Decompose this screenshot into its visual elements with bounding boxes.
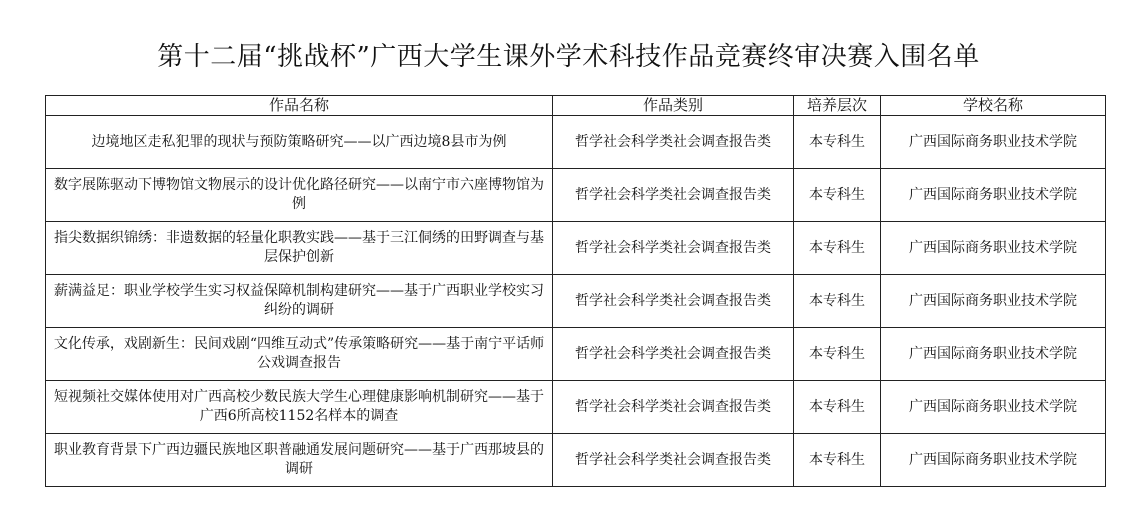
table-row bbox=[46, 169, 1106, 222]
training-level-cell: 本专科生 bbox=[794, 169, 881, 222]
work-category-cell: 哲学社会科学类社会调查报告类 bbox=[553, 434, 794, 487]
school-name-cell: 广西国际商务职业技术学院 bbox=[881, 222, 1106, 275]
training-level-cell: 本专科生 bbox=[794, 328, 881, 381]
work-name-cell: 短视频社交媒体使用对广西高校少数民族大学生心理健康影响机制研究——基于广西6所高校1152名样本的调查 bbox=[46, 381, 553, 434]
header-school-name: 学校名称 bbox=[881, 96, 1106, 116]
training-level-cell: 本专科生 bbox=[794, 275, 881, 328]
training-level-cell: 本专科生 bbox=[794, 116, 881, 169]
table-row bbox=[46, 328, 1106, 381]
table-row bbox=[46, 116, 1106, 169]
training-level-cell: 本专科生 bbox=[794, 434, 881, 487]
training-level-cell: 本专科生 bbox=[794, 222, 881, 275]
school-name-cell: 广西国际商务职业技术学院 bbox=[881, 116, 1106, 169]
school-name-cell: 广西国际商务职业技术学院 bbox=[881, 381, 1106, 434]
work-category-cell: 哲学社会科学类社会调查报告类 bbox=[553, 275, 794, 328]
work-name-cell: 边境地区走私犯罪的现状与预防策略研究——以广西边境8县市为例 bbox=[46, 116, 553, 169]
table-row bbox=[46, 275, 1106, 328]
finalist-table bbox=[45, 95, 1106, 487]
table-row bbox=[46, 222, 1106, 275]
work-name-cell: 指尖数据织锦绣：非遗数据的轻量化职教实践——基于三江侗绣的田野调查与基层保护创新 bbox=[46, 222, 553, 275]
school-name-cell: 广西国际商务职业技术学院 bbox=[881, 169, 1106, 222]
work-name-cell: 职业教育背景下广西边疆民族地区职普融通发展问题研究——基于广西那坡县的调研 bbox=[46, 434, 553, 487]
work-category-cell: 哲学社会科学类社会调查报告类 bbox=[553, 169, 794, 222]
school-name-cell: 广西国际商务职业技术学院 bbox=[881, 328, 1106, 381]
work-category-cell: 哲学社会科学类社会调查报告类 bbox=[553, 116, 794, 169]
work-category-cell: 哲学社会科学类社会调查报告类 bbox=[553, 328, 794, 381]
table-row bbox=[46, 381, 1106, 434]
page-title: 第十二届“挑战杯”广西大学生课外学术科技作品竞赛终审决赛入围名单 bbox=[157, 42, 980, 72]
training-level-cell: 本专科生 bbox=[794, 381, 881, 434]
school-name-cell: 广西国际商务职业技术学院 bbox=[881, 275, 1106, 328]
table-row bbox=[46, 434, 1106, 487]
header-training-level: 培养层次 bbox=[794, 96, 881, 116]
header-work-name: 作品名称 bbox=[46, 96, 553, 116]
work-name-cell: 文化传承，戏剧新生：民间戏剧“四维互动式”传承策略研究——基于南宁平话师公戏调查报告 bbox=[46, 328, 553, 381]
work-category-cell: 哲学社会科学类社会调查报告类 bbox=[553, 381, 794, 434]
header-work-category: 作品类别 bbox=[553, 96, 794, 116]
work-name-cell: 薪满益足：职业学校学生实习权益保障机制构建研究——基于广西职业学校实习纠纷的调研 bbox=[46, 275, 553, 328]
school-name-cell: 广西国际商务职业技术学院 bbox=[881, 434, 1106, 487]
table-header-row bbox=[46, 96, 1106, 116]
work-name-cell: 数字展陈驱动下博物馆文物展示的设计优化路径研究——以南宁市六座博物馆为例 bbox=[46, 169, 553, 222]
work-category-cell: 哲学社会科学类社会调查报告类 bbox=[553, 222, 794, 275]
